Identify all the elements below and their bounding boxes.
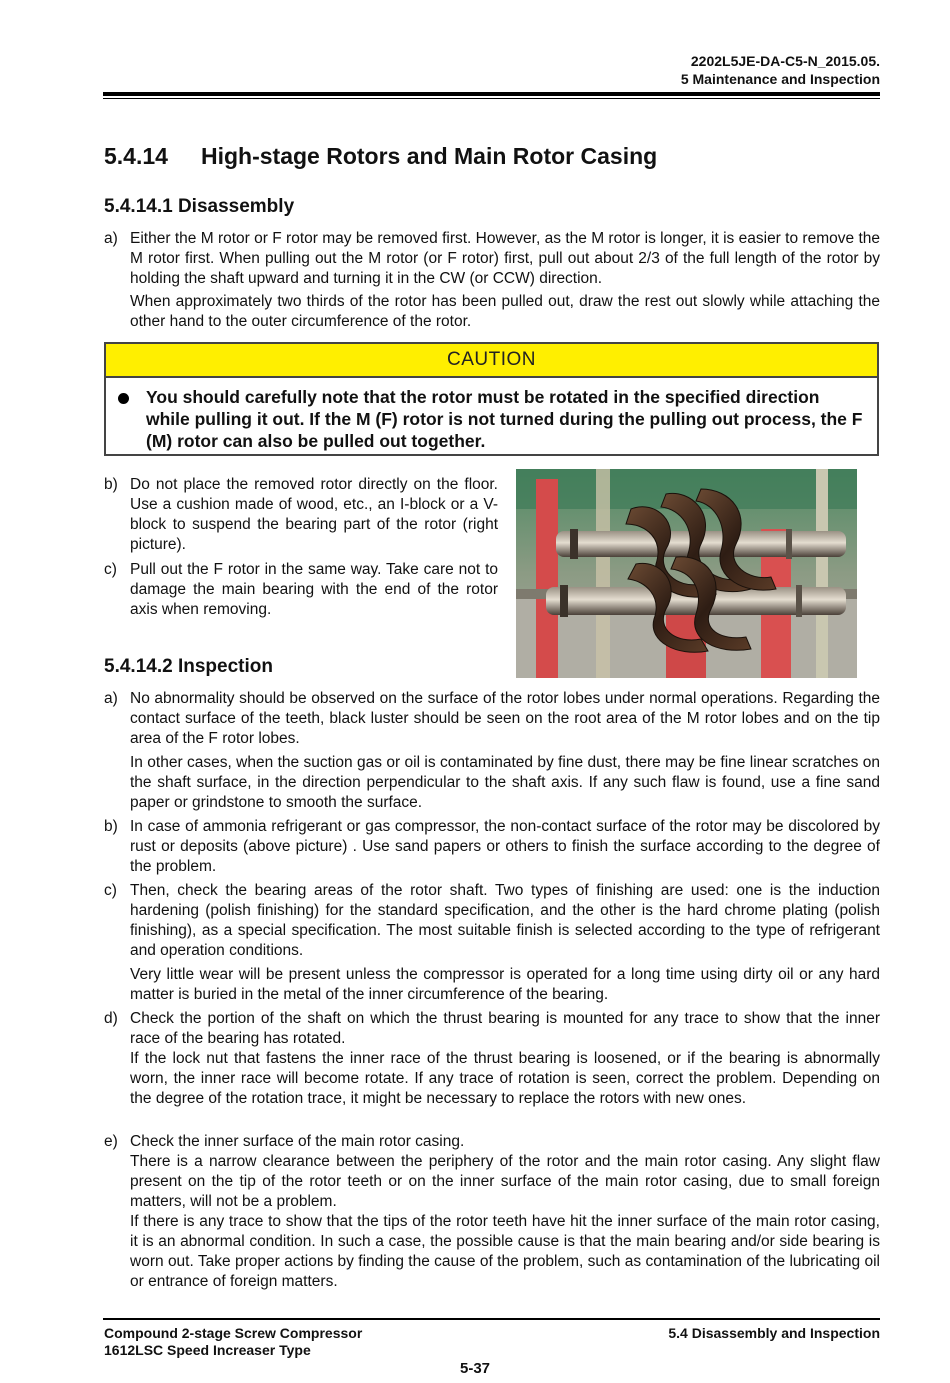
footer-product-line1: Compound 2-stage Screw Compressor: [104, 1325, 363, 1341]
inspection-heading: 5.4.14.2 Inspection: [104, 656, 273, 677]
inspection-item-a: [104, 689, 880, 749]
item-label: b): [104, 818, 118, 835]
item-text: Do not place the removed rotor directly on the floor. Use a cushion made of wood, etc., an I-block or a V-block to suspend the bearing part of the rotor (right picture).: [130, 476, 498, 553]
item-text: Check the portion of the shaft on which the thrust bearing is mounted for any trace to show that the inner race of the bearing has rotated.: [130, 1010, 880, 1047]
item-text-continued: If the lock nut that fastens the inner race of the thrust bearing is loosened, or if the bearing is abnormally worn, the inner race will become rotate. If any trace of rotation is seen, correct the problem. Depending on the degree of the rotation trace, it might be necessary to replace the rotors with new ones.: [130, 1050, 880, 1107]
item-text-continued: There is a narrow clearance between the periphery of the rotor and the main rotor casing. Any slight flaw present on the tip of the rotor teeth or on the inner surface of the main rotor casing, due to small foreign matters, will not be a problem.: [130, 1153, 880, 1210]
caution-body: [106, 378, 877, 452]
inspection-item-a-continued: In other cases, when the suction gas or oil is contaminated by fine dust, there may be fine linear scratches on the shaft surface, in the direction perpendicular to the shaft axis. If any such flaw is found, use a fine sand paper or grindstone to smooth the surface.: [130, 754, 880, 811]
inspection-item-b: [104, 817, 880, 877]
item-label: d): [104, 1010, 118, 1027]
disassembly-item-a: [104, 229, 880, 289]
item-text: No abnormality should be observed on the surface of the rotor lobes under normal operations. Regarding the contact surface of the teeth, black luster should be seen on the root area of the M rotor lobes and on the tip area of the F rotor lobes.: [130, 690, 880, 747]
page-number: 5-37: [459, 1360, 491, 1377]
caution-text: You should carefully note that the rotor must be rotated in the specified direction while pulling it out. If the M (F) rotor is not turned during the pulling out process, the F (M) rotor can also be pulled out together.: [146, 387, 863, 451]
item-label: c): [104, 882, 117, 899]
header-rule-thin: [103, 98, 880, 99]
disassembly-item-c: [104, 560, 498, 620]
item-text: Then, check the bearing areas of the rotor shaft. Two types of finishing are used: one is the induction hardening (polish finishing) for the standard specification, and the other is the hard chrome plating (polish finishing), as a special specification. The most suitable finish is selected according to the type of refrigerant and operation conditions.: [130, 882, 880, 959]
item-text: Check the inner surface of the main rotor casing.: [130, 1133, 465, 1150]
inspection-item-c-continued: Very little wear will be present unless the compressor is operated for a long time using dirty oil or any hard matter is buried in the metal of the inner circumference of the bearing.: [130, 966, 880, 1003]
disassembly-item-a-continued: When approximately two thirds of the rotor has been pulled out, draw the rest out slowly while attaching the other hand to the outer circumference of the rotor.: [130, 293, 880, 330]
document-id: 2202L5JE-DA-C5-N_2015.05.: [690, 53, 880, 69]
item-text: Either the M rotor or F rotor may be removed first. However, as the M rotor is longer, it is easier to remove the M rotor first. When pulling out the M rotor (or F rotor) first, pull out about 2/3 of the full length of the rotor by holding the shaft upward and turning it in the CW (or CCW) direction.: [130, 230, 880, 287]
item-text-continued-2: If there is any trace to show that the tips of the rotor teeth have hit the inner surface of the main rotor casing, it is an abnormal condition. In such a case, the possible cause is that the main bearing and/or side bearing is worn out. Take proper actions by finding the cause of the problem, such as contamination of the lubricating oil or entrance of foreign matters.: [130, 1213, 880, 1290]
page-title: [104, 143, 657, 170]
disassembly-heading: 5.4.14.1 Disassembly: [104, 196, 295, 217]
inspection-item-e: [104, 1132, 880, 1292]
bullet-icon: [118, 393, 129, 404]
caution-title: CAUTION: [447, 349, 536, 370]
header-section-title: 5 Maintenance and Inspection: [680, 71, 880, 87]
footer-product-line2: 1612LSC Speed Increaser Type: [104, 1342, 311, 1358]
caution-header: [106, 344, 877, 378]
item-label: a): [104, 230, 118, 247]
footer-rule: [103, 1318, 880, 1320]
item-label: c): [104, 561, 117, 578]
header-rule: [103, 92, 880, 96]
title-text: High-stage Rotors and Main Rotor Casing: [201, 143, 658, 169]
title-number: 5.4.14: [104, 143, 168, 169]
item-text: In case of ammonia refrigerant or gas compressor, the non-contact surface of the rotor may be discolored by rust or deposits (above picture) . Use sand papers or others to finish the surface according to the degree of the problem.: [130, 818, 880, 875]
disassembly-item-b: [104, 475, 498, 555]
item-label: a): [104, 690, 118, 707]
footer-section: 5.4 Disassembly and Inspection: [668, 1325, 880, 1341]
rotor-photo: [516, 469, 857, 678]
item-label: e): [104, 1133, 118, 1150]
item-label: b): [104, 476, 118, 493]
inspection-item-d: [104, 1009, 880, 1109]
item-text: Pull out the F rotor in the same way. Take care not to damage the main bearing with the end of the rotor axis when removing.: [130, 561, 498, 618]
caution-box: [104, 342, 879, 456]
inspection-item-c: [104, 881, 880, 961]
